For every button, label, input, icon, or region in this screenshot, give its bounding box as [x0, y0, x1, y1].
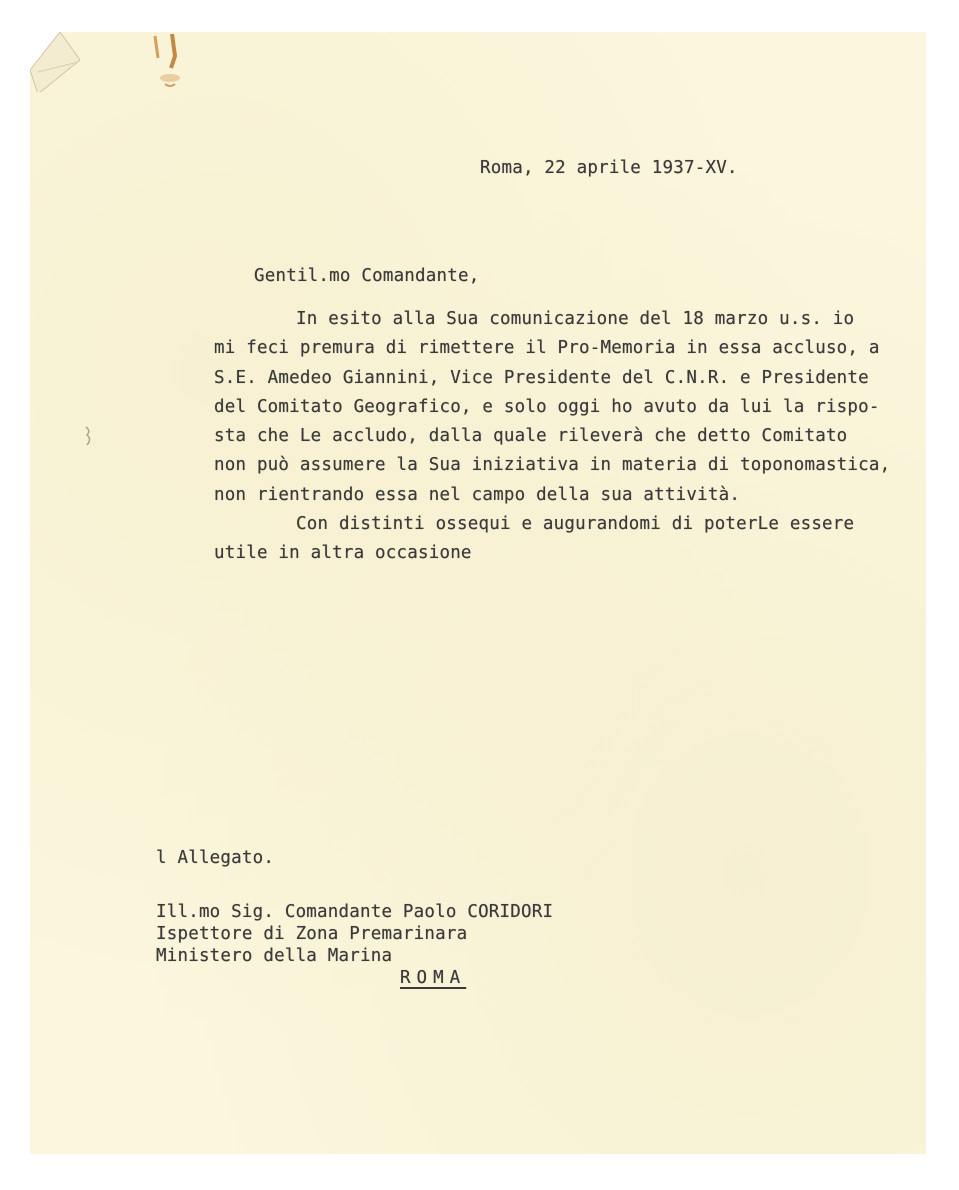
body-line: non può assumere la Sua iniziativa in materia di toponomastica,: [214, 455, 891, 476]
addressee-block: [156, 901, 553, 989]
addressee-title: Ispettore di Zona Premarinara: [156, 924, 468, 944]
addressee-city: ROMA: [400, 968, 467, 988]
body-line: In esito alla Sua comunicazione del 18 marzo u.s. io: [296, 309, 855, 329]
addressee-name: Ill.mo Sig. Comandante Paolo CORIDORI: [156, 902, 554, 922]
margin-mark-icon: [84, 424, 94, 448]
body-line: sta che Le accludo, dalla quale rileverà che detto Comitato: [214, 426, 848, 447]
enclosure-note: l Allegato.: [156, 848, 275, 868]
rust-stain-icon: [145, 32, 187, 92]
body-line: utile in altra occasione: [214, 543, 472, 564]
salutation: Gentil.mo Comandante,: [254, 266, 480, 286]
body-line: del Comitato Geografico, e solo oggi ho avuto da lui la rispo-: [214, 396, 880, 417]
date-line: Roma, 22 aprile 1937-XV.: [480, 158, 738, 178]
torn-corner-icon: [30, 32, 80, 92]
body-line: mi feci premura di rimettere il Pro-Memoria in essa accluso, a: [214, 338, 880, 359]
body-line: non rientrando essa nel campo della sua attività.: [214, 484, 741, 505]
addressee-office: Ministero della Marina: [156, 946, 393, 966]
letter-body: [214, 305, 890, 569]
body-line: S.E. Amedeo Giannini, Vice Presidente del C.N.R. e Presidente: [214, 367, 869, 388]
body-line: Con distinti ossequi e augurandomi di poterLe essere: [296, 514, 855, 535]
